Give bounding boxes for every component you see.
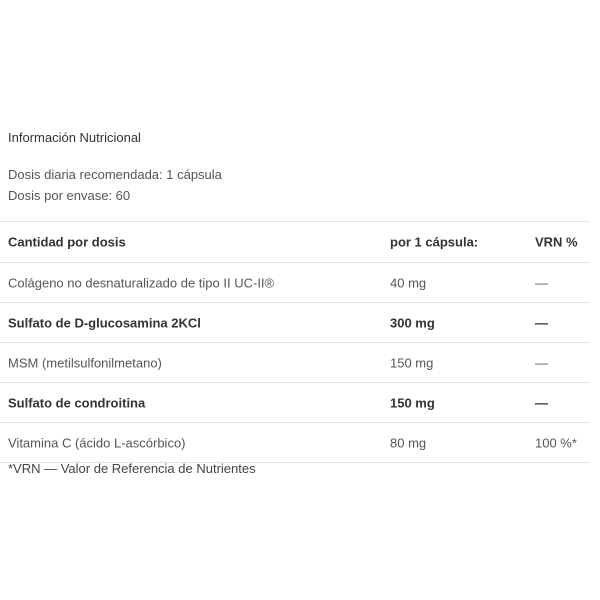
footnote: *VRN — Valor de Referencia de Nutrientes: [8, 461, 256, 476]
header-quantity: Cantidad por dosis: [8, 234, 126, 250]
table-row: [0, 303, 590, 343]
ingredient-amount: 150 mg: [390, 395, 435, 410]
table-header-row: [0, 222, 590, 263]
ingredient-amount: 80 mg: [390, 435, 427, 450]
ingredient-name: Vitamina C (ácido L-ascórbico): [8, 435, 186, 450]
table-row: [0, 343, 590, 383]
table-row: [0, 423, 590, 463]
ingredient-name: MSM (metilsulfonilmetano): [8, 355, 162, 370]
header-vrn: VRN %: [535, 234, 578, 250]
header-per-capsule: por 1 cápsula:: [390, 234, 479, 250]
table-row: [0, 383, 590, 423]
ingredient-name: Sulfato de D-glucosamina 2KCl: [8, 315, 201, 330]
ingredient-vrn: —: [535, 395, 548, 410]
ingredient-vrn: —: [535, 315, 548, 330]
table-row: [0, 263, 590, 303]
ingredient-amount: 150 mg: [390, 355, 434, 370]
ingredient-vrn: 100 %*: [535, 435, 577, 450]
ingredient-amount: 40 mg: [390, 275, 427, 290]
page-title: Información Nutricional: [8, 130, 141, 145]
ingredient-name: Sulfato de condroitina: [8, 395, 146, 410]
doses-per-pack-text: Dosis por envase: 60: [8, 188, 131, 203]
nutrition-table: [0, 221, 590, 463]
daily-dose-text: Dosis diaria recomendada: 1 cápsula: [8, 167, 222, 182]
ingredient-vrn: —: [535, 355, 548, 370]
ingredient-vrn: —: [535, 275, 548, 290]
ingredient-amount: 300 mg: [390, 315, 435, 330]
ingredient-name: Colágeno no desnaturalizado de tipo II UC-II®: [8, 275, 275, 290]
